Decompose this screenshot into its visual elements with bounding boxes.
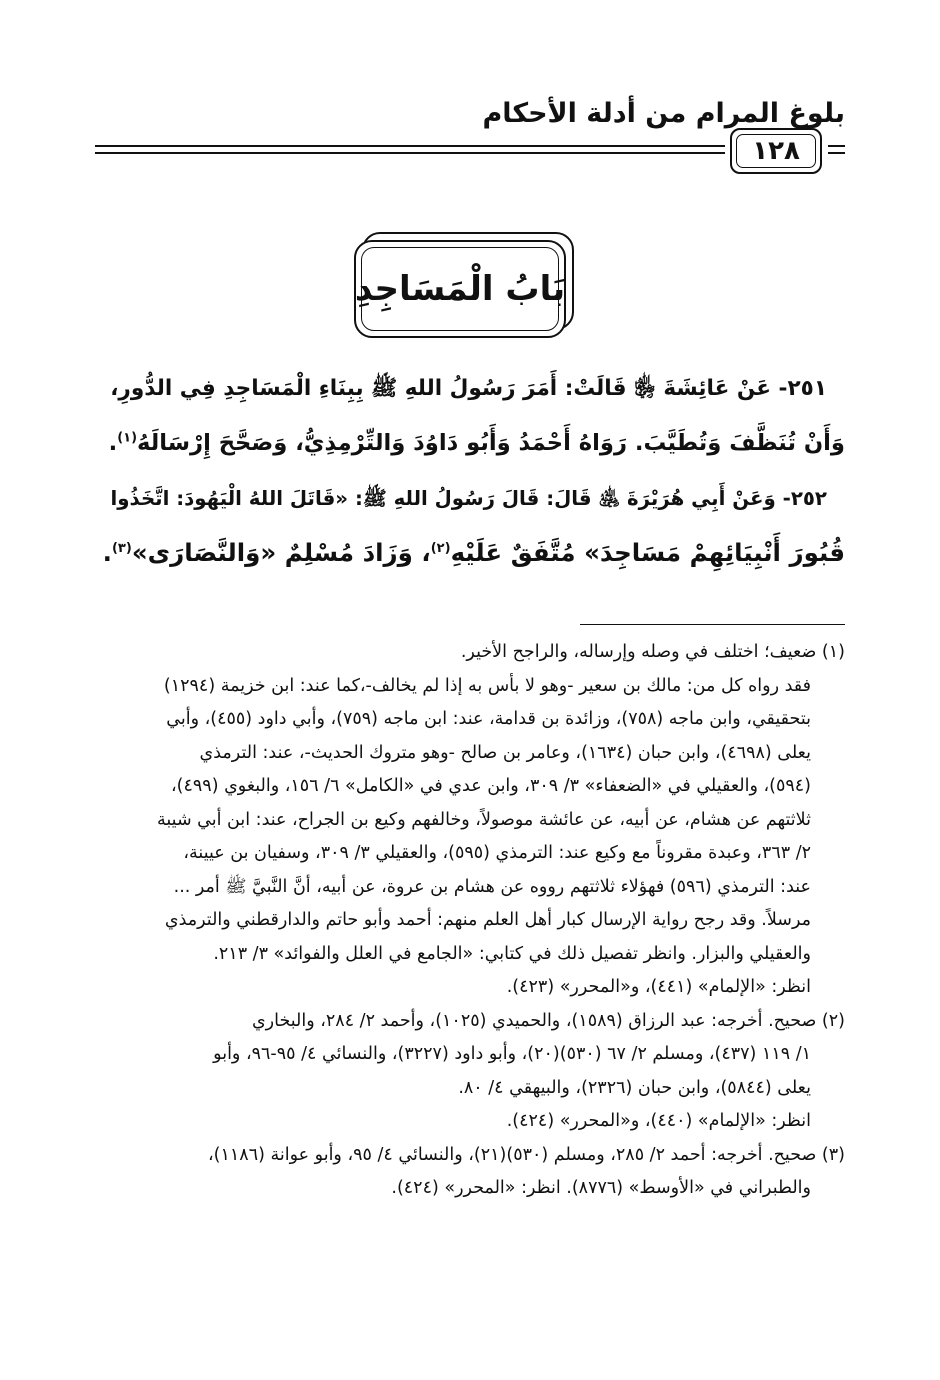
footnote-line: ١/ ١١٩ (٤٣٧)، ومسلم ٢/ ٦٧ (٥٣٠)(٢٠)، وأبو داود (٣٢٢٧)، والنسائي ٤/ ٩٥-٩٦، وأبو	[213, 1044, 811, 1064]
page-number-box	[730, 128, 822, 174]
hadith-line-text: وَأَنْ تُنَظَّفَ وَتُطَيَّبَ. رَوَاهُ أَحْمَدُ وَأَبُو دَاوُدَ وَالتِّرْمِذِيُّ، وَصَحَّحَ إِرْسَالَهُ	[137, 430, 845, 456]
page-number: ١٢٨	[752, 136, 800, 166]
footnote-line: (٥٩٤)، والعقيلي في «الضعفاء» ٣/ ٣٠٩، وابن عدي في «الكامل» ٦/ ١٥٦، والبغوي (٤٩٩)،	[171, 776, 811, 796]
footnote-line: انظر: «الإلمام» (٤٤١)، و«المحرر» (٤٢٣).	[506, 977, 811, 997]
footnote-line: ثلاثتهم عن هشام، عن أبيه، عن عائشة موصولاً، وخالفهم وكيع بن الجراح، عند: ابن أبي شيبة	[157, 809, 811, 830]
chapter-frame	[354, 240, 566, 338]
header-rule	[95, 145, 725, 147]
book-title: بلوغ المرام من أدلة الأحكام	[482, 98, 845, 129]
footnote-marker: (٢)	[430, 540, 451, 556]
footnote-1	[95, 636, 845, 1005]
footnote-line: مرسلاً. وقد رجح رواية الإرسال كبار أهل العلم منهم: أحمد وأبو حاتم والدارقطني والترمذي	[164, 910, 811, 930]
footnote-line: والعقيلي والبزار. وانظر تفصيل ذلك في كتابي: «الجامع في العلل والفوائد» ٣/ ٢١٣.	[213, 943, 811, 964]
footnote-line: والطبراني في «الأوسط» (٨٧٧٦). انظر: «المحرر» (٤٢٤).	[391, 1178, 811, 1198]
hadith-line-text: قُبُورَ أَنْبِيَائِهِمْ مَسَاجِدَ» مُتَّفَقٌ عَلَيْهِ	[450, 538, 845, 567]
hadith-252	[95, 472, 845, 580]
footnote-line: انظر: «الإلمام» (٤٤٠)، و«المحرر» (٤٢٤).	[506, 1111, 811, 1131]
hadith-line	[95, 526, 845, 580]
hadith-line: ٢٥١- عَنْ عَائِشَةَ ﵂ قَالَتْ: أَمَرَ رَسُولُ اللهِ ﷺ بِبِنَاءِ الْمَسَاجِدِ فِي الدُّورِ،	[110, 376, 827, 401]
hadith-line-text: ، وَزَادَ مُسْلِمٌ «وَالنَّصَارَى»	[131, 538, 431, 567]
footnote-line: (٣) صحيح. أخرجه: أحمد ٢/ ٢٨٥، ومسلم (٥٣٠)(٢١)، والنسائي ٤/ ٩٥، وأبو عوانة (١١٨٦)،	[208, 1144, 845, 1165]
hadith-line: ٢٥٢- وَعَنْ أَبِي هُرَيْرَةَ ﵁ قَالَ: قَالَ رَسُولُ اللهِ ﷺ: «قَاتَلَ اللهُ الْيَهُودَ: اتَّخَذُوا	[110, 487, 827, 510]
footnote-2	[95, 1005, 845, 1139]
footnote-separator	[580, 624, 845, 625]
footnote-line: (١) ضعيف؛ اختلف في وصله وإرساله، والراجح الأخير.	[460, 642, 845, 662]
footnote-marker: (١)	[117, 430, 138, 446]
header-rule	[95, 152, 725, 154]
footnote-line: يعلى (٤٦٩٨)، وابن حبان (١٦٣٤)، وعامر بن صالح -وهو متروك الحديث-، عند: الترمذي	[199, 742, 811, 763]
footnote-line: يعلى (٥٨٤٤)، وابن حبان (٢٣٢٦)، والبيهقي ٤/ ٨٠.	[458, 1077, 811, 1098]
footnote-line: بتحقيقي، وابن ماجه (٧٥٨)، وزائدة بن قدامة، عند: ابن ماجه (٧٥٩)، وأبي داود (٤٥٥)، وأبي	[166, 709, 811, 729]
footnote-3	[95, 1139, 845, 1206]
footnote-line: عند: الترمذي (٥٩٦) فهؤلاء ثلاثتهم رووه عن هشام بن عروة، عن أبيه، أنَّ النَّبيَّ ﷺ أمر ...	[173, 876, 811, 897]
footnote-line: فقد رواه كل من: مالك بن سعير -وهو لا بأس به إذا لم يخالف-،كما عند: ابن خزيمة (١٢٩٤)	[163, 675, 811, 696]
chapter-title: بَابُ الْمَسَاجِدِ	[354, 269, 566, 309]
end-mark: .	[108, 430, 118, 456]
hadith-251	[95, 362, 845, 470]
header-rule	[828, 145, 845, 147]
end-mark: .	[102, 538, 112, 567]
footnote-marker: (٣)	[111, 540, 132, 556]
header-rule	[828, 152, 845, 154]
footnotes	[95, 636, 845, 1206]
footnote-line: ٢/ ٣٦٣، وعبدة مقروناً مع وكيع عند: الترمذي (٥٩٥)، والعقيلي ٣/ ٣٠٩، وسفيان بن عيينة،	[183, 843, 811, 863]
hadith-line	[95, 416, 845, 470]
footnote-line: (٢) صحيح. أخرجه: عبد الرزاق (١٥٨٩)، والحميدي (١٠٢٥)، وأحمد ٢/ ٢٨٤، والبخاري	[251, 1010, 845, 1031]
